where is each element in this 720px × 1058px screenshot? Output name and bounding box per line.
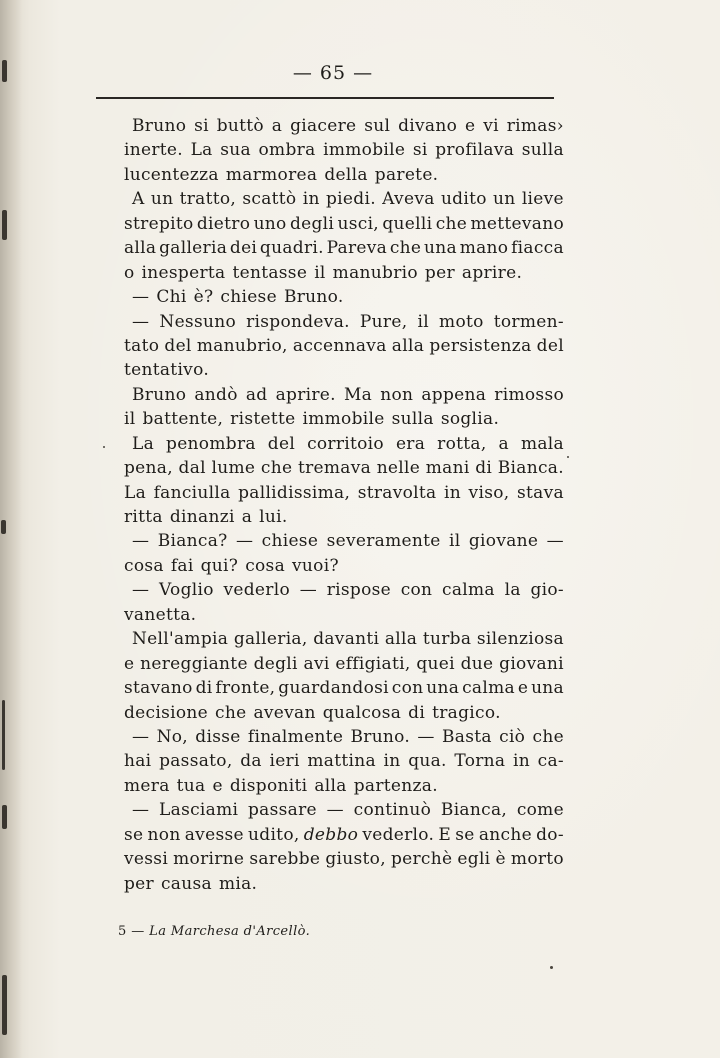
paper-speck — [550, 966, 553, 969]
page-number: — 65 — — [292, 62, 374, 84]
text-line: ritta dinanzi a lui. — [124, 507, 288, 527]
text-line: Bruno andò ad aprire. Ma non appena rimosso — [132, 384, 564, 405]
text-line: decisione che avevan qualcosa di tragico. — [124, 702, 501, 723]
footer-signature — [118, 924, 310, 939]
text-line: o inesperta tentasse il manubrio per aprire. — [124, 262, 523, 283]
paper-speck — [103, 446, 105, 448]
text-line: — Voglio vederlo — rispose con calma la gio- — [132, 580, 564, 601]
header-rule — [96, 97, 554, 99]
text-line: lucentezza marmorea della parete. — [124, 164, 439, 185]
text-line: pena, dal lume che tremava nelle mani di Bianca. — [124, 458, 564, 479]
signature-number: 5 — — [118, 924, 145, 939]
gutter-mark — [2, 700, 5, 770]
text-line: tato del manubrio, accennava alla persistenza del — [124, 335, 564, 356]
text-line: mera tua e disponiti alla partenza. — [124, 775, 438, 796]
text-line: inerte. La sua ombra immobile si profilava sulla — [124, 140, 564, 161]
text-line: per causa mia. — [124, 873, 258, 894]
text-line: Bruno si buttò a giacere sul divano e vi rimas› — [132, 116, 564, 136]
gutter-mark — [2, 975, 7, 1035]
page-gutter — [0, 0, 22, 1058]
text-line: cosa fai qui? cosa vuoi? — [124, 555, 339, 576]
text-line: — Chi è? chiese Bruno. — [132, 287, 344, 308]
text-line: se non avesse udito, debbo vederlo. E se anche do- — [124, 824, 564, 845]
text-line: — No, disse finalmente Bruno. — Basta ciò che — [132, 726, 564, 747]
gutter-mark — [2, 210, 7, 240]
text-line: alla galleria dei quadri. Pareva che una mano fiacca — [124, 238, 564, 259]
text-line: — Bianca? — chiese severamente il giovane — — [132, 531, 564, 552]
gutter-mark — [2, 805, 7, 829]
text-line: A un tratto, scattò in piedi. Aveva udito un lieve — [132, 189, 564, 210]
gutter-mark — [1, 520, 6, 534]
text-line: — Lasciami passare — continuò Bianca, come — [132, 800, 564, 821]
text-line: vanetta. — [124, 604, 197, 625]
text-line: vessi morirne sarebbe giusto, perchè egli è morto — [124, 849, 564, 870]
body-text — [124, 114, 564, 896]
text-line: La penombra del corritoio era rotta, a mala — [132, 433, 564, 454]
text-line: il battente, ristette immobile sulla soglia. — [124, 409, 500, 430]
paper-speck — [567, 456, 569, 458]
text-line: Nell'ampia galleria, davanti alla turba silenziosa — [132, 629, 564, 650]
book-title: La Marchesa d'Arcellò. — [149, 924, 311, 939]
text-line: hai passato, da ieri mattina in qua. Torna in ca- — [124, 751, 564, 772]
text-line: stavano di fronte, guardandosi con una calma e una — [124, 678, 564, 699]
text-line: e nereggiante degli avi effigiati, quei due giovani — [124, 653, 564, 674]
text-line: — Nessuno rispondeva. Pure, il moto tormen- — [132, 311, 564, 332]
text-line: tentativo. — [124, 360, 210, 381]
text-line: strepito dietro uno degli usci, quelli che mettevano — [124, 213, 564, 234]
text-line: La fanciulla pallidissima, stravolta in viso, stava — [124, 482, 564, 503]
